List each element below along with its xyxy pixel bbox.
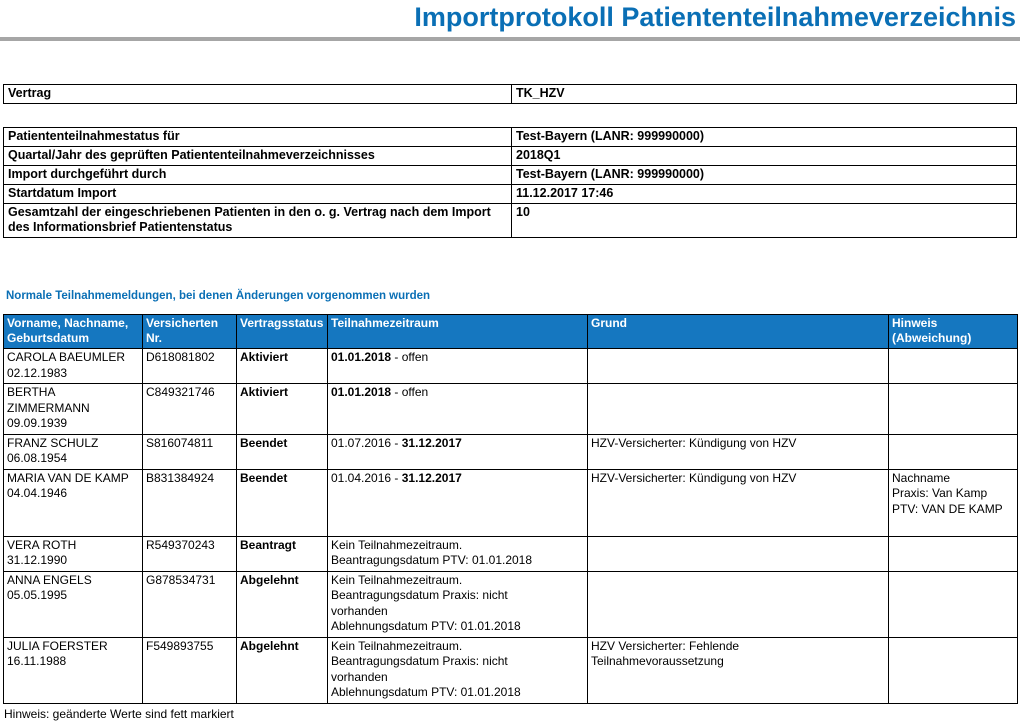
period-separator: - (391, 385, 402, 399)
patient-birthdate: 31.12.1990 (7, 553, 68, 567)
contract-table (3, 84, 1017, 104)
table-row (4, 384, 1018, 435)
patient-name: JULIA FOERSTER (7, 638, 108, 653)
info-label: Quartal/Jahr des geprüften Patiententeilnahmeverzeichnisses (4, 147, 512, 166)
period-cell (328, 536, 588, 571)
col-header-reason: Grund (588, 315, 889, 349)
reason-cell: HZV-Versicherter: Kündigung von HZV (588, 469, 889, 536)
patient-cell (4, 349, 143, 384)
period-separator: - (391, 470, 402, 485)
period-line: Beantragungsdatum Praxis: nicht vorhanden (331, 588, 508, 618)
period-end: 31.12.2017 (401, 435, 462, 450)
reason-cell (588, 536, 889, 571)
table-header-row (4, 315, 1018, 349)
info-value: Test-Bayern (LANR: 999990000) (512, 166, 1017, 185)
info-value: Test-Bayern (LANR: 999990000) (512, 128, 1017, 147)
col-header-name: Vorname, Nachname, Geburtsdatum (4, 315, 143, 349)
patient-birthdate: 06.08.1954 (7, 451, 68, 465)
info-row (4, 185, 1017, 204)
patient-name: BERTHA ZIMMERMANN (7, 385, 90, 415)
period-start: 01.01.2018 (331, 385, 392, 399)
patient-cell (4, 637, 143, 703)
patient-birthdate: 09.09.1939 (7, 416, 68, 430)
patient-name: VERA ROTH (7, 537, 77, 552)
contract-status: Abgelehnt (237, 571, 328, 637)
info-row (4, 204, 1017, 238)
note-cell (889, 571, 1018, 637)
period-cell (328, 434, 588, 469)
info-row (4, 128, 1017, 147)
col-header-insurance: Versicherten Nr. (143, 315, 237, 349)
reason-cell (588, 349, 889, 384)
reason-cell: HZV-Versicherter: Kündigung von HZV (588, 434, 889, 469)
insurance-number: S816074811 (143, 434, 237, 469)
table-row (4, 434, 1018, 469)
period-line: Beantragungsdatum Praxis: nicht vorhanden (331, 654, 508, 684)
patient-birthdate: 02.12.1983 (7, 365, 68, 380)
insurance-number: D618081802 (143, 349, 237, 384)
reason-text: HZV Versicherter: Fehlende Teilnahmevoraussetzung (591, 638, 740, 668)
insurance-number: R549370243 (143, 536, 237, 571)
patient-name: MARIA VAN DE KAMP (7, 470, 129, 485)
contract-status: Aktiviert (237, 384, 328, 435)
note-line: Nachname (892, 470, 951, 485)
info-label: Startdatum Import (4, 185, 512, 204)
note-cell (889, 536, 1018, 571)
insurance-number: G878534731 (143, 571, 237, 637)
period-end: offen (401, 385, 429, 399)
note-cell (889, 384, 1018, 435)
period-cell (328, 384, 588, 435)
period-line: Ablehnungsdatum PTV: 01.01.2018 (331, 619, 521, 633)
patient-name: FRANZ SCHULZ (7, 435, 99, 450)
patient-birthdate: 05.05.1995 (7, 588, 68, 602)
contract-status: Beendet (237, 469, 328, 536)
patient-cell (4, 434, 143, 469)
period-cell (328, 637, 588, 703)
patient-cell (4, 571, 143, 637)
info-row (4, 166, 1017, 185)
col-header-period: Teilnahmezeitraum (328, 315, 588, 349)
reason-cell (588, 637, 889, 703)
period-line: Ablehnungsdatum PTV: 01.01.2018 (331, 685, 521, 699)
note-cell (889, 469, 1018, 536)
period-line: Kein Teilnahmezeitraum. (331, 537, 463, 552)
import-info-table (3, 127, 1017, 238)
period-separator: - (391, 350, 402, 364)
period-start: 01.07.2016 (331, 435, 392, 450)
contract-label: Vertrag (4, 85, 512, 104)
patient-name: CAROLA BAEUMLER (7, 350, 126, 364)
period-line: Kein Teilnahmezeitraum. (331, 572, 463, 587)
note-cell (889, 349, 1018, 384)
table-row (4, 469, 1018, 536)
contract-row (4, 85, 1017, 104)
col-header-status: Vertragsstatus (237, 315, 328, 349)
patient-cell (4, 469, 143, 536)
patient-birthdate: 16.11.1988 (7, 654, 67, 668)
patient-birthdate: 04.04.1946 (7, 486, 68, 500)
table-row (4, 637, 1018, 703)
period-cell (328, 349, 588, 384)
title-divider (0, 37, 1020, 41)
note-line: PTV: VAN DE KAMP (892, 501, 1003, 516)
note-line: Praxis: Van Kamp (892, 486, 988, 500)
patient-name: ANNA ENGELS (7, 572, 92, 587)
note-cell (889, 434, 1018, 469)
contract-value: TK_HZV (512, 85, 1017, 104)
info-value: 2018Q1 (512, 147, 1017, 166)
note-cell (889, 637, 1018, 703)
info-row (4, 147, 1017, 166)
section-heading: Normale Teilnahmemeldungen, bei denen Änderungen vorgenommen wurden (6, 290, 431, 302)
period-separator: - (391, 435, 402, 450)
contract-status: Aktiviert (237, 349, 328, 384)
table-row (4, 571, 1018, 637)
reason-cell (588, 571, 889, 637)
info-value: 10 (512, 204, 1017, 238)
table-row (4, 349, 1018, 384)
patient-cell (4, 536, 143, 571)
info-label: Import durchgeführt durch (4, 166, 512, 185)
info-label: Patiententeilnahmestatus für (4, 128, 512, 147)
col-header-note: Hinweis (Abweichung) (889, 315, 1018, 349)
insurance-number: B831384924 (143, 469, 237, 536)
period-cell (328, 469, 588, 536)
contract-status: Abgelehnt (237, 637, 328, 703)
contract-status: Beantragt (237, 536, 328, 571)
info-value: 11.12.2017 17:46 (512, 185, 1017, 204)
period-end: offen (401, 350, 429, 364)
patient-cell (4, 384, 143, 435)
period-cell (328, 571, 588, 637)
document-title: Importprotokoll Patiententeilnahmeverzeichnis (414, 2, 1016, 32)
footnote: Hinweis: geänderte Werte sind fett markiert (4, 707, 234, 721)
participation-table (3, 314, 1018, 704)
insurance-number: C849321746 (143, 384, 237, 435)
insurance-number: F549893755 (143, 637, 237, 703)
contract-status: Beendet (237, 434, 328, 469)
info-label: Gesamtzahl der eingeschriebenen Patienten in den o. g. Vertrag nach dem Import des Informationsbrief Patientenstatus (4, 204, 512, 238)
period-end: 31.12.2017 (401, 470, 462, 485)
period-line: Kein Teilnahmezeitraum. (331, 638, 463, 653)
period-line: Beantragungsdatum PTV: 01.01.2018 (331, 553, 533, 567)
period-start: 01.01.2018 (331, 350, 392, 364)
reason-cell (588, 384, 889, 435)
period-start: 01.04.2016 (331, 470, 392, 485)
table-row (4, 536, 1018, 571)
